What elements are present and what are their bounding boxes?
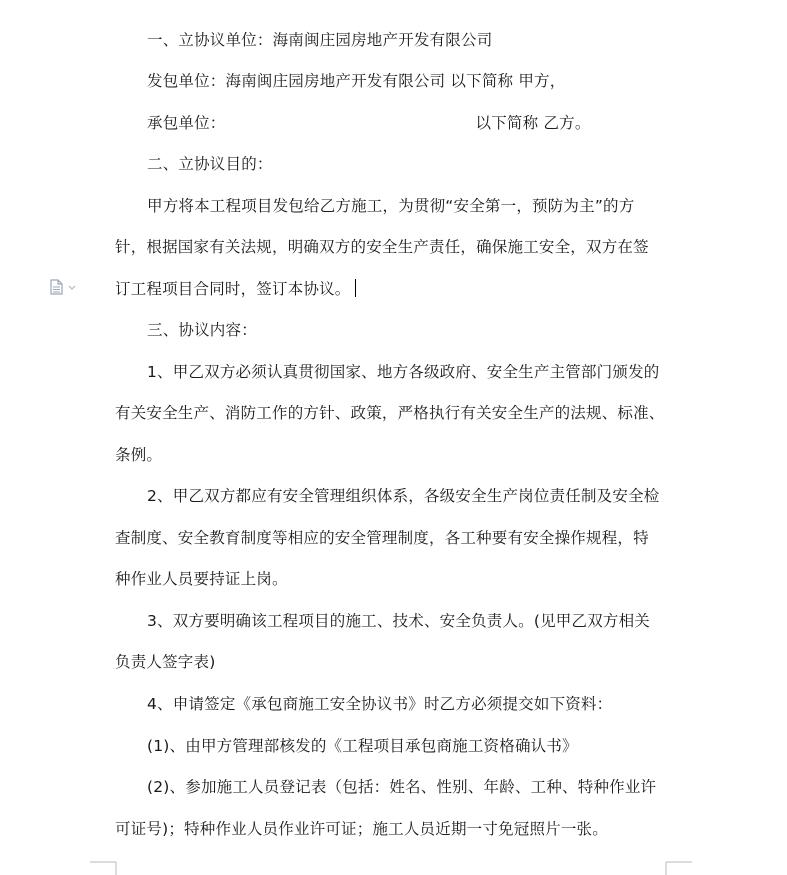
line-7-text: 订工程项目合同时，签订本协议。 xyxy=(115,280,351,298)
line-7[interactable] xyxy=(115,278,356,300)
line-19: (2)、参加施工人员登记表（包括：姓名、性别、年龄、工种、特种作业许 xyxy=(147,778,657,796)
line-13: 查制度、安全教育制度等相应的安全管理制度，各工种要有安全操作规程，特 xyxy=(115,529,649,547)
contractor-label: 承包单位： xyxy=(147,114,226,132)
line-6: 针，根据国家有关法规，明确双方的安全生产责任，确保施工安全，双方在签 xyxy=(115,238,649,256)
line-8: 三、协议内容： xyxy=(147,321,257,339)
page-corner-mark-right xyxy=(664,858,692,875)
line-20: 可证号)；特种作业人员作业许可证；施工人员近期一寸免冠照片一张。 xyxy=(115,820,608,838)
contractor-suffix: 以下简称 乙方。 xyxy=(475,114,591,132)
text-cursor xyxy=(355,279,357,297)
line-18: (1)、由甲方管理部核发的《工程项目承包商施工资格确认书》 xyxy=(147,737,578,755)
line-2: 发包单位：海南闽庄园房地产开发有限公司 以下简称 甲方， xyxy=(147,72,566,90)
page-corner-mark-left xyxy=(90,858,118,875)
line-16: 负责人签字表) xyxy=(115,653,216,671)
document-paragraph-icon[interactable] xyxy=(50,279,78,295)
line-15: 3、双方要明确该工程项目的施工、技术、安全负责人。(见甲乙双方相关 xyxy=(147,612,651,630)
line-9: 1、甲乙双方必须认真贯彻国家、地方各级政府、安全生产主管部门颁发的 xyxy=(147,363,660,381)
line-1: 一、立协议单位：海南闽庄园房地产开发有限公司 xyxy=(147,31,493,49)
line-5: 甲方将本工程项目发包给乙方施工，为贯彻“安全第一，预防为主”的方 xyxy=(147,197,635,215)
line-10: 有关安全生产、消防工作的方针、政策，严格执行有关安全生产的法规、标准、 xyxy=(115,404,665,422)
line-17: 4、申请签定《承包商施工安全协议书》时乙方必须提交如下资料： xyxy=(147,695,613,713)
line-12: 2、甲乙双方都应有安全管理组织体系，各级安全生产岗位责任制及安全检 xyxy=(147,487,660,505)
line-14: 种作业人员要持证上岗。 xyxy=(115,570,288,588)
line-4: 二、立协议目的： xyxy=(147,155,273,173)
line-3 xyxy=(147,112,591,134)
line-11: 条例。 xyxy=(115,446,163,464)
